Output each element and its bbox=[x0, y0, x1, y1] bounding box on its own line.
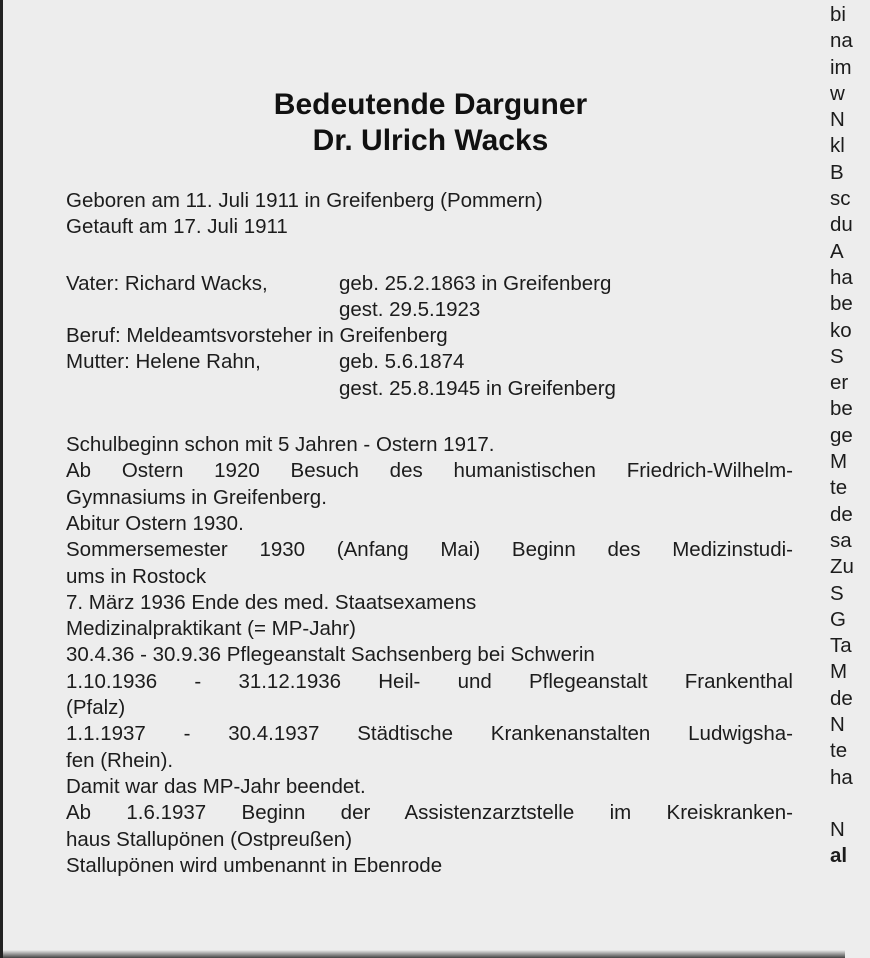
fragment-line: ha bbox=[830, 265, 853, 289]
fragment-line: N bbox=[830, 713, 845, 737]
fragment-line: na bbox=[830, 29, 853, 53]
fragment-line: be bbox=[830, 397, 853, 421]
career-line: (Pfalz) bbox=[66, 696, 126, 720]
career-line: ums in Rostock bbox=[66, 564, 207, 588]
fragment-line: al bbox=[830, 844, 848, 868]
career-line: Abitur Ostern 1930. bbox=[66, 511, 244, 535]
career-line: 7. März 1936 Ende des med. Staatsexamens bbox=[66, 590, 477, 614]
fragment-line: Zu bbox=[830, 555, 854, 579]
fragment-line: ha bbox=[830, 765, 853, 789]
biography-text bbox=[66, 188, 793, 879]
baptism-line: Getauft am 17. Juli 1911 bbox=[66, 215, 288, 239]
career-line: Medizinalpraktikant (= MP-Jahr) bbox=[66, 617, 356, 641]
page-bottom-edge bbox=[3, 950, 845, 958]
career-line: Sommersemester 1930 (Anfang Mai) Beginn des Medizinstudi- bbox=[66, 538, 793, 562]
page-subtitle: Dr. Ulrich Wacks bbox=[312, 124, 549, 157]
fragment-line: ge bbox=[830, 423, 853, 447]
career-line: 1.10.1936 - 31.12.1936 Heil- und Pflegeanstalt Frankenthal bbox=[66, 669, 793, 693]
fragment-line: S bbox=[830, 344, 844, 368]
career-line: Ab 1.6.1937 Beginn der Assistenzarztstelle im Kreiskranken- bbox=[66, 801, 793, 825]
career-line: Schulbeginn schon mit 5 Jahren - Ostern 1917. bbox=[66, 433, 495, 457]
fragment-line: sc bbox=[830, 187, 851, 211]
fragment-line: de bbox=[830, 686, 853, 710]
profession-line: Beruf: Meldeamtsvorsteher in Greifenberg bbox=[66, 324, 448, 348]
fragment-line: ko bbox=[830, 318, 852, 342]
fragment-line: w bbox=[830, 81, 845, 105]
career-line: 1.1.1937 - 30.4.1937 Städtische Krankenanstalten Ludwigsha- bbox=[66, 722, 793, 746]
mother-row bbox=[66, 349, 793, 375]
fragment-line: bi bbox=[830, 3, 846, 26]
career-line: 30.4.36 - 30.9.36 Pflegeanstalt Sachsenberg bei Schwerin bbox=[66, 643, 595, 667]
mother-died: gest. 25.8.1945 in Greifenberg bbox=[339, 376, 616, 400]
father-died-row bbox=[66, 297, 793, 323]
father-row bbox=[66, 271, 793, 297]
career-line: Ab Ostern 1920 Besuch des humanistischen Friedrich-Wilhelm- bbox=[66, 459, 793, 483]
mother-label: Mutter: Helene Rahn, bbox=[66, 350, 261, 374]
father-died: gest. 29.5.1923 bbox=[339, 297, 481, 321]
fragment-line: N bbox=[830, 817, 845, 841]
fragment-line: M bbox=[830, 450, 848, 474]
fragment-line: be bbox=[830, 292, 853, 316]
fragment-line: sa bbox=[830, 528, 852, 552]
mother-died-row bbox=[66, 376, 793, 402]
fragment-line: A bbox=[830, 239, 844, 263]
father-label: Vater: Richard Wacks, bbox=[66, 271, 268, 295]
career-line: fen (Rhein). bbox=[66, 748, 174, 772]
career-line: Gymnasiums in Greifenberg. bbox=[66, 485, 327, 509]
fragment-line: B bbox=[830, 160, 844, 184]
fragment-line bbox=[830, 791, 870, 817]
page-title: Bedeutende Darguner bbox=[273, 88, 588, 121]
career-line: Stallupönen wird umbenannt in Ebenrode bbox=[66, 853, 443, 877]
fragment-line: er bbox=[830, 371, 849, 395]
adjacent-column-fragments bbox=[830, 2, 870, 870]
fragment-line: te bbox=[830, 476, 848, 500]
fragment-line: te bbox=[830, 739, 848, 763]
career-line: haus Stallupönen (Ostpreußen) bbox=[66, 827, 353, 851]
father-born: geb. 25.2.1863 in Greifenberg bbox=[339, 271, 612, 295]
career-line: Damit war das MP-Jahr beendet. bbox=[66, 774, 366, 798]
fragment-line: S bbox=[830, 581, 844, 605]
fragment-line: du bbox=[830, 213, 853, 237]
fragment-line: Ta bbox=[830, 634, 852, 658]
mother-born: geb. 5.6.1874 bbox=[339, 350, 465, 374]
fragment-line: G bbox=[830, 607, 846, 631]
fragment-line: N bbox=[830, 108, 845, 132]
fragment-line: im bbox=[830, 55, 852, 79]
birth-line: Geboren am 11. Juli 1911 in Greifenberg (Pommern) bbox=[66, 189, 543, 212]
fragment-line: de bbox=[830, 502, 853, 526]
fragment-line: kl bbox=[830, 134, 845, 158]
fragment-line: M bbox=[830, 660, 848, 684]
